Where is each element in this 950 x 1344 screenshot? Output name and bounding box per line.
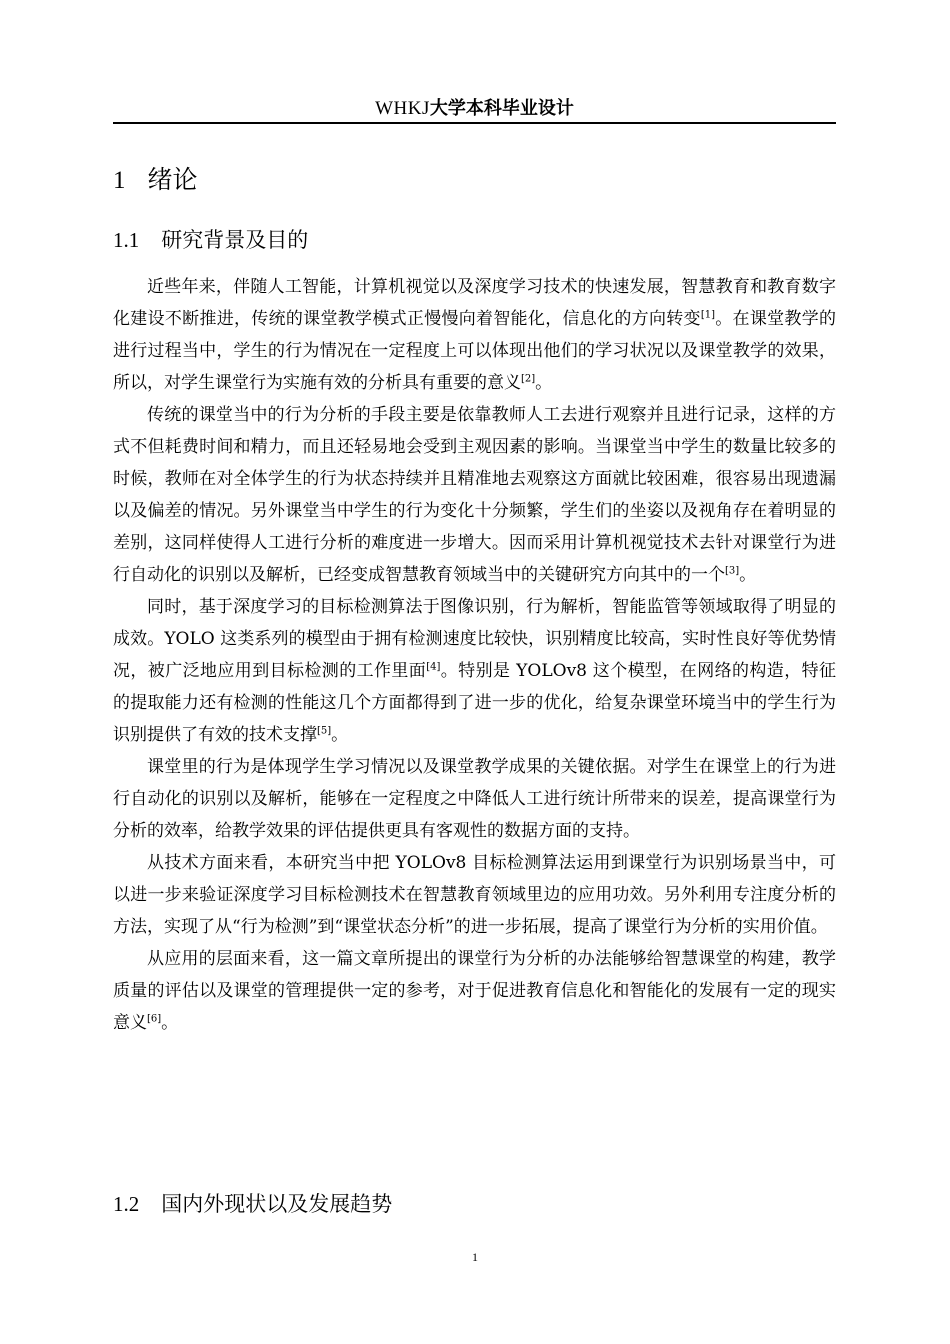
section-heading-1-2 [113,1189,392,1219]
paragraph-text: 从应用的层面来看，这一篇文章所提出的课堂行为分析的办法能够给智慧课堂的构建，教学质量的评估以及课堂的管理提供一定的参考，对于促进教育信息化和智能化的发展有一定的现实意义 [113,949,836,1033]
paragraph-text: 。 [161,1013,179,1033]
body-paragraph [113,751,836,847]
header-cjk: 大学本科毕业设计 [429,98,574,119]
chapter-heading [113,162,198,199]
paragraph-text: 。 [535,373,553,393]
citation-marker: [4] [426,661,441,673]
body-text [113,271,836,1039]
body-paragraph [113,943,836,1039]
body-paragraph [113,847,836,943]
header-latin: WHKJ [375,98,430,119]
section-heading-1-1 [113,225,308,255]
citation-marker: [2] [521,373,536,385]
section-title: 研究背景及目的 [161,228,309,252]
paragraph-text: 。 [331,725,349,745]
chapter-title: 绪论 [147,165,198,194]
body-paragraph [113,591,836,751]
section-number: 1.1 [113,228,140,252]
paragraph-text: 近些年来，伴随人工智能，计算机视觉以及深度学习技术的快速发展，智慧教育和教育数字化建设不断推进，传统的课堂教学模式正慢慢向着智能化，信息化的方向转变 [113,277,836,329]
citation-marker: [6] [147,1013,162,1025]
citation-marker: [3] [725,565,740,577]
paragraph-text: 传统的课堂当中的行为分析的手段主要是依靠教师人工去进行观察并且进行记录，这样的方式不但耗费时间和精力，而且还轻易地会受到主观因素的影响。当课堂当中学生的数量比较多的时候，教师在对全体学生的行为状态持续并且精准地去观察这方面就比较困难，很容易出现遗漏以及偏差的情况。另外课堂当中学生的行为变化十分频繁，学生们的坐姿以及视角存在着明显的差别，这同样使得人工进行分析的难度进一步增大。因而采用计算机视觉技术去针对课堂行为进行自动化的识别以及解析，已经变成智慧教育领域当中的关键研究方向其中的一个 [113,405,836,585]
section-title: 国内外现状以及发展趋势 [161,1192,393,1216]
paragraph-text: 。 [739,565,757,585]
paragraph-text: 从技术方面来看，本研究当中把 YOLOv8 目标检测算法运用到课堂行为识别场景当中，可以进一步来验证深度学习目标检测技术在智慧教育领域里边的应用功效。另外利用专注度分析的方法，实现了从“行为检测”到“课堂状态分析”的进一步拓展，提高了课堂行为分析的实用价值。 [113,853,836,937]
paragraph-text: 课堂里的行为是体现学生学习情况以及课堂教学成果的关键依据。对学生在课堂上的行为进行自动化的识别以及解析，能够在一定程度之中降低人工进行统计所带来的误差，提高课堂行为分析的效率，给教学效果的评估提供更具有客观性的数据方面的支持。 [113,757,836,841]
running-header [113,94,836,124]
paragraph-text: 。在课堂教学的进行过程当中，学生的行为情况在一定程度上可以体现出他们的学习状况以及课堂教学的效果，所以，对学生课堂行为实施有效的分析具有重要的意义 [113,309,837,393]
body-paragraph [113,271,836,399]
paragraph-text: 。特别是 YOLOv8 这个模型，在网络的构造，特征的提取能力还有检测的性能这几个方面都得到了进一步的优化，给复杂课堂环境当中的学生行为识别提供了有效的技术支撑 [113,661,836,745]
page-number: 1 [472,1250,478,1264]
body-paragraph [113,399,836,591]
citation-marker: [1] [700,309,715,321]
section-number: 1.2 [113,1192,140,1216]
paragraph-text: 同时，基于深度学习的目标检测算法于图像识别，行为解析，智能监管等领域取得了明显的成效。YOLO 这类系列的模型由于拥有检测速度比较快，识别精度比较高，实时性良好等优势情况，被广泛地应用到目标检测的工作里面 [113,597,836,681]
chapter-number: 1 [113,167,126,194]
citation-marker: [5] [317,725,332,737]
